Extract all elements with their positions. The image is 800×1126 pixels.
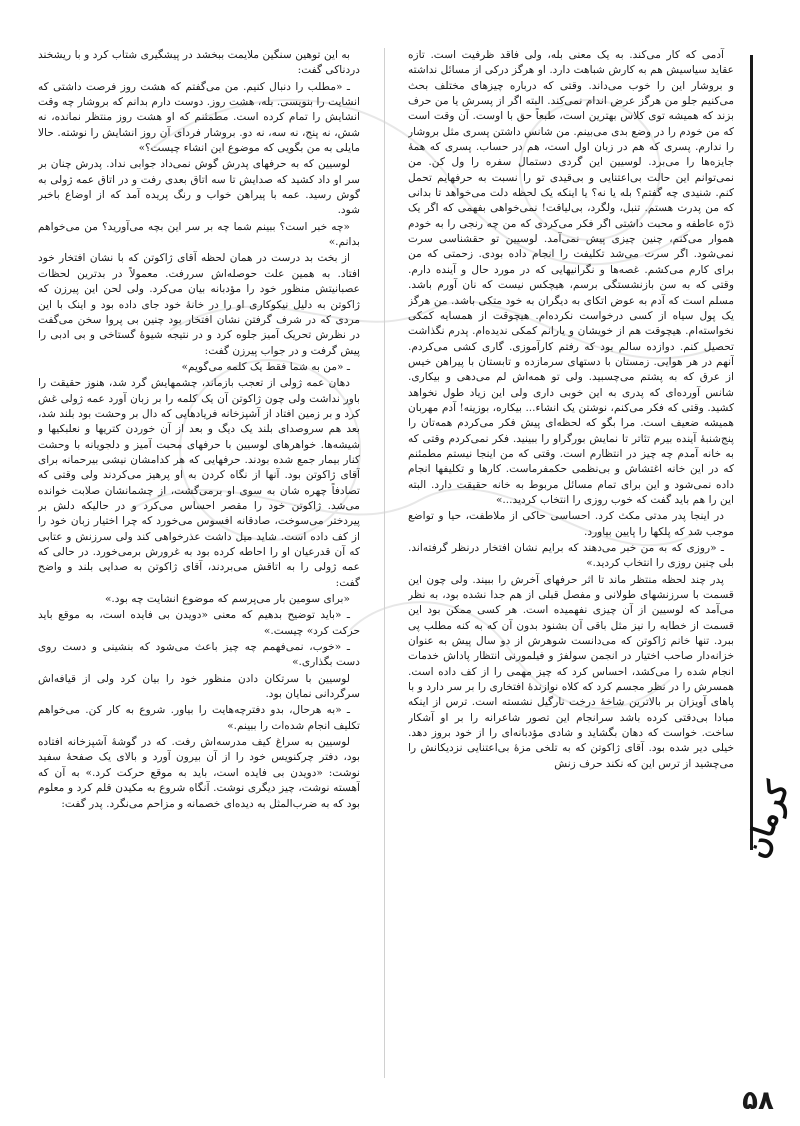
text-column-left bbox=[38, 48, 360, 1078]
paragraph: ـ «خوب، نمی‌فهمم چه چیز باعث می‌شود که بنشینی و دست روی دست بگذاری.» bbox=[38, 641, 360, 669]
paragraph: به این توهین سنگین ملایمت ببخشد در پیشگیری شتاب کرد و با ریشخند دردناکی گفت: bbox=[38, 49, 360, 77]
paragraph: آدمی که کار می‌کند. به یک معنی بله، ولی فاقد ظرفیت است. تازه عقاید سیاسیش هم به کارش شباهت دارد. او هرگز درکی از مسائل نداشته و بروشار این را خوب می‌داند. وقتی که درباره چیزهای مختلف بحث می‌کنیم جلو من هرگز عرض اندام نمی‌کند. البته اگر از پسرش یا من حرف بزند که همیشه توی کلاس بهترین است، طبعاً حق با اوست. آن وقت است که من خودم را در وضع بدی می‌بینم. من شانس داشتن پسری مثل بروشار را ندارم. پسری که هم در زبان اول است، هم در حساب. پسری که همهٔ جایزه‌ها را می‌برد. لوسیین این گردی دستمال سفره را ول کن. من نمی‌توانم این حالت بی‌اعتنایی و بی‌قیدی تو را نسبت به حرفهایم تحمل کنم. شنیدی چه گفتم؟ بله یا نه؟ یا اینکه یک لحظه دلت می‌خواهد تا بدانی که من پدرت هستم. تنبل، ولگرد، بی‌لیاقت! نمی‌خواهی بفهمی که اگر یک ذرّه عاطفه و محبت داشتی اگر فکر می‌کردی که من چه رنجی را به خودم هموار می‌کنم، چنین چیزی پیش نمی‌آمد. لوسیین تو حقشناسی سرت نمی‌شود. اگر سرت می‌شد تکلیفت را انجام داده بودی. زحمتی که من برای کارم می‌کشم. غصه‌ها و نگرانیهایی که در مورد حال و آینده دارم. وقتی که به سن بازنشستگی برسم، هیچکس نیست که نان آورم باشد. مسلم است که آدم به عوض اتکای به دیگران به خود متکی باشد. من هرگز یک پول سیاه از کسی درخواست نکرده‌ام. هیچوقت از همسایه کمکی نخواسته‌ام. هیچوقت هم از خویشان و یارانم کمکی ندیده‌ام. پدرم نگذاشت تحصیل کنم. دوازده سالم بود که رفتم کارآموزی. گاری کشی می‌کردم. آنهم در هر هوایی. زمستان با دستهای سرمازده و تابستان با پیراهن خیس از عرق که به پشتم می‌چسبید. ولی تو همه‌اش لم می‌دهی و بیکاری. شانس آورده‌ای که پدری به این خوبی داری ولی این زیاد طول نخواهد کشید. وقتی که فکر می‌کنم، نوشتن یک انشاء... بیکاره، بوزینه! آدم مهربان همیشه ضعیف است. مرا بگو که لحظه‌ای پیش فکر می‌کردم همه‌تان را پنج‌شنبهٔ آینده بیرم تئاتر تا نمایش بورگراو را ببینید. فکر نمی‌کردم وقتی که به خانه آمدم چه چیز در انتظارم است. وقتی که من اینجا نیستم مطمئنم که در این خانه اغتشاش و بی‌نظمی حکمفرماست. کارها و تکلیفها انجام داده نمی‌شود و این برای تمام مسائل مربوط به خانه حقیقت دارد. البته این را هم باید گفت که خوب روزی را انتخاب کردید...» bbox=[408, 49, 734, 506]
paragraph: «چه خبر است؟ ببینم شما چه بر سر این بچه می‌آورید؟ من می‌خواهم بدانم.» bbox=[38, 220, 360, 249]
paragraph: لوسیین به سراغ کیف مدرسه‌اش رفت. که در گوشهٔ آشپزخانه افتاده بود، دفتر چرکنویس خود را از آن بیرون آورد و بالای یک صفحهٔ سفید نوشت: «دویدن بی فایده است، باید به موقع حرکت کرد.» به آن که آهسته نوشت، چیز دیگری نوشت. آنگاه شروع به مکیدن قلم کرد و معلوم بود که به ضرب‌المثل به دیده‌ای خصمانه و مزاحم می‌نگرد. پدر گفت: bbox=[38, 736, 360, 810]
page-number: ۵۸ bbox=[742, 1086, 774, 1116]
paragraph: ـ «باید توضیح بدهیم که معنی «دویدن بی فایده است، به موقع باید حرکت کرد» چیست.» bbox=[38, 609, 360, 637]
paragraph: دهان عمه ژولی از تعجب بازماند، چشمهایش گرد شد، هنوز حقیقت را باور نداشت ولی چون ژاکوتن آن یک کلمه را بر زبان آورد عمه ژولی غش کرد و بر زمین افتاد از آشپزخانه فریادهایی که دال بر وحشت بود بلند شد، بعد هم سروصدای بلند یک دیگ و بعد از آن خوردن کتریها و نعلبکیها و شیشه‌ها. خواهرهای لوسیین با حرفهای محبت آمیز و دلجویانه با وحشت کنار بیمار جمع شده بودند. حرفهایی که هر کدامشان نیشی بیرحمانه برای آقای ژاکوتن بود. آنها از نگاه کردن به او پرهیز می‌کردند ولی وقتی که تصادفاً چهره شان به سوی او برمی‌گشت، از چشمانشان صلابت خوانده می‌شد. ژاکوتن خود را مقصر احساس می‌کرد و در حالیکه دلش بر پیردختر می‌سوخت، صادقانه افسوس می‌خورد که چرا اختیار زبان خود را از کف داده است. شاید میل داشت عذرخواهی کند ولی سرزنش و عتابی که آن قدرعیان او را احاطه کرده بود به غرورش برمی‌خورد. در حالی که عمه ژولی را به اتاقش می‌بردند، آقای ژاکوتن به صدایی بلند و واضح گفت: bbox=[38, 377, 360, 589]
column-divider bbox=[384, 48, 385, 1078]
paragraph: از بخت بد درست در همان لحظه آقای ژاکوتن که با نشان افتخار خود افتاد. به همین علت حوصله‌اش سررفت. معمولاً در بدترین لحظات عصبانیتش منظور خود را مؤدبانه بیان می‌کرد. ولی لحن این پیرزن که ژاکوتن به دلیل نیکوکاری او را در خانهٔ خود جای داده بود و اینک با این مردی که در شرف گرفتن نشان افتخار بود چنین بی پروا سخن می‌گفت در نظرش تحریک آمیز جلوه کرد و در نتیجه شیوهٔ گستاخی و بی ادبی را پیش گرفت و در جواب پیرزن گفت: bbox=[38, 252, 360, 357]
paragraph: لوسیین با سرتکان دادن منظور خود را بیان کرد ولی از قیافه‌اش سرگردانی نمایان بود. bbox=[38, 672, 360, 701]
paragraph: «برای سومین بار می‌پرسم که موضوع انشایت چه بود.» bbox=[104, 593, 350, 606]
magazine-logo: کرمان bbox=[738, 777, 797, 863]
paragraph: لوسیین که به حرفهای پدرش گوش نمی‌داد جوابی نداد. پدرش چنان بر سر او داد کشید که صدایش تا سه اتاق بعدی رفت و در اتاق عمه ژولی به گوش رسید. عمه با پیراهن خواب و رنگ پریده آمد که از اوضاع باخبر شود. bbox=[38, 158, 360, 217]
paragraph: در اینجا پدر مدتی مکث کرد. احساسی حاکی از ملاطفت، حیا و تواضع موجب شد که پلکها را پایین بیاورد. bbox=[408, 510, 734, 538]
paragraph: ـ «من به شما فقط یک کلمه می‌گویم» bbox=[181, 360, 350, 373]
margin-rule bbox=[750, 55, 753, 850]
paragraph: پدر چند لحظه منتظر ماند تا اثر حرفهای آخرش را ببیند. ولی چون این قسمت با سرزنشهای طولانی و مفصل قبلی از هم جدا نشده بود، به نظر می‌آمد که لوسیین از آن چیزی نفهمیده است. هر کسی ممکن بود این قسمت از خطابه را نیز مثل باقی آن بشنود بدون آن که به کنه مطلب پی ببرد. تنها خانم ژاکوتن که می‌دانست شوهرش از دو سال پیش به عنوان خزانه‌دار صاحب اختیار در انجمن سولفژ و فیلمورنی انتظار پاداش خدمات انجام شده را می‌کشد، احساس کرد که چیز مهمی را از کف داده است. همسرش را در نظر مجسم کرد که کلاه نوازندهٔ افتخاری را بر سر دارد و با پاهای آویزان بر بالاترین شاخهٔ درخت نارگیل نشسته است. ترس از اینکه مبادا بی‌دقتی کرده باشد سرانجام این تصور شاعرانه را بر او آشکار ساخت. خواست که دهان بگشاید و شادی مؤدبانه‌ای را از خود بروز دهد. خیلی دیر شده بود. آقای ژاکوتن که به تلخی مزهٔ بی‌اعتنایی نزدیکانش را می‌چشید از ترس این که نکند حرف زنش bbox=[408, 573, 734, 770]
text-column-right bbox=[408, 48, 734, 1078]
paragraph: ـ «روزی که به من خبر می‌دهند که برایم نشان افتخار درنظر گرفته‌اند. بلی چنین روزی را انتخاب کردید.» bbox=[408, 542, 734, 570]
paragraph: ـ «مطلب را دنبال کنیم. من می‌گفتم که هشت روز فرصت داشتی که انشایت را بنویسی. بله، هشت روز. دوست دارم بدانم که بروشار چه وقت انشایش را تمام کرده است. مطمئنم که او هشت روز منتظر نمانده، نه شش، نه پنج، نه سه، نه دو. بروشار فردای آن روز انشایش را نوشته. حالا مایلی به من بگویی که موضوع این انشاء چیست؟» bbox=[38, 80, 360, 155]
paragraph: ـ «به هرحال، بدو دفترچه‌هایت را بیاور. شروع به کار کن. می‌خواهم تکلیف انجام شده‌ات را ببینم.» bbox=[38, 704, 360, 732]
